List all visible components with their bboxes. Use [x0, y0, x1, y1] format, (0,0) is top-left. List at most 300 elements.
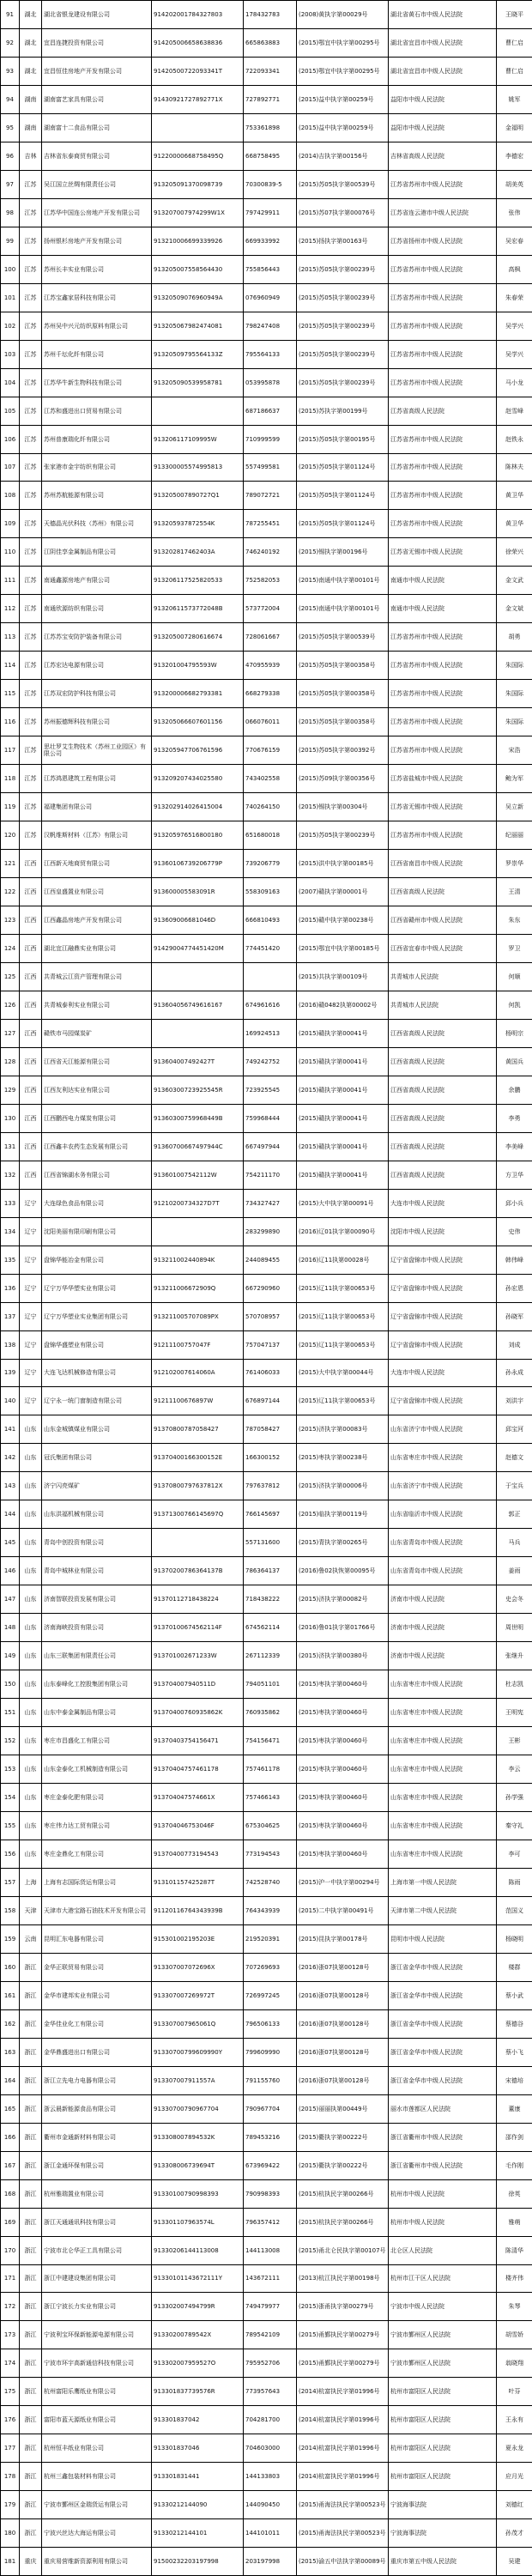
case-number: (2015)枣执字第00460号	[297, 1840, 389, 1868]
case-number: (2015)苏05执字第00239号	[297, 283, 389, 312]
table-row	[1, 1727, 532, 1755]
credit-code: 913300005574995813	[152, 453, 244, 482]
credit-code: 913206117525820533	[152, 567, 244, 595]
credit-code: 913205091370098739	[152, 170, 244, 198]
table-row	[1, 1274, 532, 1302]
credit-code: 91430921727892771X	[152, 85, 244, 113]
legal-representative: 黄国兵	[497, 1047, 532, 1076]
legal-representative: 朱国际	[497, 652, 532, 680]
org-code: 203197998	[244, 2548, 297, 2576]
org-code: 734327427	[244, 1189, 297, 1217]
row-number: 96	[1, 142, 20, 170]
company-name: 江苏鸿恩建筑工程有限公司	[42, 765, 152, 793]
legal-representative: 金文斌	[497, 595, 532, 623]
table-row	[1, 1953, 532, 1981]
legal-representative: 朱国际	[497, 708, 532, 736]
row-number: 181	[1, 2548, 20, 2576]
company-name: 辽宁万华华塑实业有限公司	[42, 1274, 152, 1302]
case-number: (2015)甬北仑民执字第00107号	[297, 2236, 389, 2264]
case-number: (2014)杭富执民字第01996号	[297, 2378, 389, 2406]
company-name: 共青城泰利实业有限公司	[42, 991, 152, 1019]
org-code: 757461178	[244, 1755, 297, 1784]
credit-code: 91370800787058427	[152, 1415, 244, 1444]
legal-representative: 孙晓军	[497, 1302, 532, 1330]
org-code: 766145697	[244, 1500, 297, 1529]
case-number: (2016)赣0482执第00002号	[297, 991, 389, 1019]
credit-code: 913601007542112W	[152, 1161, 244, 1189]
court-name: 江苏省无锡市中级人民法院	[389, 793, 497, 821]
credit-code: 91210200734327D7T	[152, 1189, 244, 1217]
table-row	[1, 1557, 532, 1585]
court-name: 益阳市中级人民法院	[389, 85, 497, 113]
credit-code: 91370400760935862K	[152, 1699, 244, 1727]
company-name: 江西鑫丰农药生态发展有限公司	[42, 1132, 152, 1161]
company-name: 南通欣源纺织有限公司	[42, 595, 152, 623]
credit-code: 913308006739694T	[152, 2151, 244, 2179]
company-name: 宜昌恒佳房地产开发有限公司	[42, 57, 152, 85]
table-row	[1, 453, 532, 482]
row-number: 155	[1, 1812, 20, 1840]
province: 江苏	[20, 793, 42, 821]
org-code: 283299890	[244, 1217, 297, 1246]
case-number: (2015)赣中执字第00238号	[297, 906, 389, 935]
legal-representative: 鲍为军	[497, 765, 532, 793]
table-row	[1, 2293, 532, 2321]
row-number: 156	[1, 1840, 20, 1868]
org-code: 674562114	[244, 1614, 297, 1642]
company-name: 宜昌连捷投资有限公司	[42, 28, 152, 57]
credit-code: 913307007072696X	[152, 1953, 244, 1981]
court-name: 大连市中级人民法院	[389, 1359, 497, 1387]
court-name: 江西省高级人民法院	[389, 878, 497, 906]
court-name: 共青城市人民法院	[389, 991, 497, 1019]
province: 湖南	[20, 113, 42, 142]
province: 辽宁	[20, 1302, 42, 1330]
province: 浙江	[20, 2293, 42, 2321]
credit-code: 913210006699339926	[152, 227, 244, 255]
company-name: 共青城云江资产管理有限公司	[42, 962, 152, 991]
court-name: 江苏省盐城市中级人民法院	[389, 765, 497, 793]
case-number: (2015)赣执字第00041号	[297, 1104, 389, 1132]
org-code: 676897144	[244, 1387, 297, 1415]
org-code: 244089455	[244, 1246, 297, 1274]
org-code: 178432783	[244, 1, 297, 29]
province: 湖北	[20, 1, 42, 29]
company-name: 浙江立先电力电器有限公司	[42, 2066, 152, 2094]
court-name: 江西省高级人民法院	[389, 1132, 497, 1161]
credit-code: 91360300723925545R	[152, 1076, 244, 1104]
table-row	[1, 1302, 532, 1330]
table-row	[1, 2548, 532, 2576]
province: 江西	[20, 991, 42, 1019]
legal-representative: 刘德红	[497, 2491, 532, 2519]
court-name: 山东省枣庄市中级人民法院	[389, 1727, 497, 1755]
legal-representative: 徐英	[497, 2179, 532, 2208]
org-code: 796506133	[244, 2009, 297, 2038]
company-name: 金华正联贸易有限公司	[42, 1953, 152, 1981]
org-code: 166300152	[244, 1444, 297, 1472]
org-code: 787255451	[244, 510, 297, 538]
credit-code: 913205976516800180	[152, 821, 244, 850]
table-row	[1, 2321, 532, 2349]
case-number: (2015)杭执民字第00266号	[297, 2208, 389, 2236]
credit-code: 913205947706761596	[152, 736, 244, 765]
credit-code: 91220000668758495Q	[152, 142, 244, 170]
row-number: 97	[1, 170, 20, 198]
table-row	[1, 962, 532, 991]
company-name: 汉帆维斯材料（江苏）有限公司	[42, 821, 152, 850]
row-number: 112	[1, 595, 20, 623]
credit-code: 913308007894532K	[152, 2123, 244, 2151]
table-row	[1, 623, 532, 652]
org-code: 770676159	[244, 736, 297, 765]
case-number: (2015)赣执字第00041号	[297, 1161, 389, 1189]
org-code: 742528740	[244, 1868, 297, 1896]
row-number: 169	[1, 2208, 20, 2236]
credit-code: 913205067982474081	[152, 312, 244, 340]
credit-code: 913307007269972T	[152, 1981, 244, 2009]
case-number: (2015)苏05执字第00539号	[297, 623, 389, 652]
row-number: 168	[1, 2179, 20, 2208]
court-name: 济南市中级人民法院	[389, 1585, 497, 1614]
table-row	[1, 1812, 532, 1840]
row-number: 152	[1, 1727, 20, 1755]
legal-representative: 蔡小武	[497, 1981, 532, 2009]
org-code: 797637812	[244, 1472, 297, 1500]
table-row	[1, 595, 532, 623]
company-name: 浙江金通环保有限公司	[42, 2151, 152, 2179]
org-code: 667497944	[244, 1132, 297, 1161]
credit-code: 913301837046	[152, 2434, 244, 2463]
company-name: 浙云晨新能源食品有限公司	[42, 2094, 152, 2123]
row-number: 167	[1, 2151, 20, 2179]
row-number: 95	[1, 113, 20, 142]
case-number: (2015)杭执民字第00266号	[297, 2179, 389, 2208]
legal-representative: 罗卫	[497, 934, 532, 962]
table-row	[1, 2264, 532, 2293]
row-number: 92	[1, 28, 20, 57]
credit-code: 91330700799609990Y	[152, 2038, 244, 2066]
company-name: 衢州市金通新材料有限公司	[42, 2123, 152, 2151]
table-row	[1, 1047, 532, 1076]
legal-representative: 刘成	[497, 1330, 532, 1359]
legal-representative: 纪丽丽	[497, 821, 532, 850]
court-name: 浙江省金华市中级人民法院	[389, 1953, 497, 1981]
case-number: (2014)吉执字第00156号	[297, 142, 389, 170]
company-name: 吴江国立丝绸有限责任公司	[42, 170, 152, 198]
table-body	[1, 1, 532, 2576]
credit-code: 91320509795564133Z	[152, 340, 244, 368]
org-code: 144113008	[244, 2236, 297, 2264]
company-name: 张家港市金宇纺织有限公司	[42, 453, 152, 482]
case-number: (2015)赣执字第00041号	[297, 1132, 389, 1161]
court-name: 江西省高级人民法院	[389, 1019, 497, 1047]
credit-code	[152, 1217, 244, 1246]
province: 江苏	[20, 227, 42, 255]
org-code: 752582053	[244, 567, 297, 595]
table-row	[1, 2094, 532, 2123]
court-name: 山东省枣庄市中级人民法院	[389, 1784, 497, 1812]
credit-code: 91360700667497944C	[152, 1132, 244, 1161]
row-number: 174	[1, 2349, 20, 2378]
credit-code: 91360106739206779P	[152, 850, 244, 878]
court-name: 杭州市富阳区人民法院	[389, 2406, 497, 2434]
case-number: (2015)苏07执字第00076号	[297, 198, 389, 227]
province: 江苏	[20, 510, 42, 538]
province: 江苏	[20, 312, 42, 340]
row-number: 113	[1, 623, 20, 652]
legal-representative: 金文武	[497, 567, 532, 595]
company-name: 天德晶光伏科技（苏州）有限公司	[42, 510, 152, 538]
row-number: 145	[1, 1529, 20, 1557]
legal-representative: 胡雪娇	[497, 2321, 532, 2349]
table-row	[1, 397, 532, 425]
credit-code: 91330212144090	[152, 2491, 244, 2519]
legal-representative: 雅萌	[497, 2208, 532, 2236]
org-code: 796357412	[244, 2208, 297, 2236]
org-code: 723925545	[244, 1076, 297, 1104]
row-number: 143	[1, 1472, 20, 1500]
legal-representative: 吴建	[497, 2548, 532, 2576]
case-number: (2015)辽11执字第00653号	[297, 1387, 389, 1415]
row-number: 164	[1, 2066, 20, 2094]
row-number: 101	[1, 283, 20, 312]
company-name: 江苏华中国连公房地产开发有限公司	[42, 198, 152, 227]
case-number: (2007)赣执字第00001号	[297, 878, 389, 906]
company-name: 昆明汇东电器有限公司	[42, 1924, 152, 1953]
case-number: (2015)苏05执字第00358号	[297, 680, 389, 708]
case-number: (2016)浙07执第00128号	[297, 2038, 389, 2066]
table-row	[1, 821, 532, 850]
province: 山东	[20, 1784, 42, 1812]
province: 湖南	[20, 85, 42, 113]
company-name: 山东洪福机械有限公司	[42, 1500, 152, 1529]
case-number: (2016)鲁02执恢第00095号	[297, 1557, 389, 1585]
company-name: 大连绿色食品有限公司	[42, 1189, 152, 1217]
credit-code: 91370800797637812X	[152, 1472, 244, 1500]
row-number: 144	[1, 1500, 20, 1529]
org-code: 754156471	[244, 1727, 297, 1755]
org-code: 675304625	[244, 1812, 297, 1840]
case-number: (2015)鄂宜中执字第00185号	[297, 934, 389, 962]
court-name: 辽宁省盘锦市中级人民法院	[389, 1330, 497, 1359]
credit-code: 91370112718438224	[152, 1585, 244, 1614]
province: 辽宁	[20, 1387, 42, 1415]
table-row	[1, 2349, 532, 2378]
org-code: 786364137	[244, 1557, 297, 1585]
credit-code: 913704007940511D	[152, 1670, 244, 1699]
court-name: 江西省高级人民法院	[389, 1104, 497, 1132]
org-code: 669933992	[244, 227, 297, 255]
company-name: 宁波市鄞州区金瑞货运有限公司	[42, 2491, 152, 2519]
row-number: 160	[1, 1953, 20, 1981]
case-number: (2015)大中执字第00044号	[297, 1359, 389, 1387]
company-name: 江西友利达实业有限公司	[42, 1076, 152, 1104]
row-number: 172	[1, 2293, 20, 2321]
case-number: (2015)甬海法执民字第00523号	[297, 2519, 389, 2548]
legal-representative: 高枫	[497, 255, 532, 283]
table-row	[1, 283, 532, 312]
table-row	[1, 1896, 532, 1924]
org-code: 753361898	[244, 113, 297, 142]
credit-code: 91360300759968449B	[152, 1104, 244, 1132]
province: 山东	[20, 1699, 42, 1727]
table-row	[1, 736, 532, 765]
company-name: 江苏双宏防护科技有限公司	[42, 680, 152, 708]
credit-code: 91370400773194543	[152, 1840, 244, 1868]
table-row	[1, 991, 532, 1019]
legal-representative: 邵作剑	[497, 2123, 532, 2151]
row-number: 103	[1, 340, 20, 368]
company-name: 沈阳美丽有限印刷有限公司	[42, 1217, 152, 1246]
province: 吉林	[20, 142, 42, 170]
org-code: 728061667	[244, 623, 297, 652]
province: 江苏	[20, 170, 42, 198]
org-code: 791155760	[244, 2066, 297, 2094]
row-number: 107	[1, 453, 20, 482]
row-number: 130	[1, 1104, 20, 1132]
case-number: (2015)枣执字第00460号	[297, 1784, 389, 1812]
court-name: 杭州市中级人民法院	[389, 2179, 497, 2208]
org-code: 789072721	[244, 482, 297, 510]
credit-code: 913307007911557A	[152, 2066, 244, 2094]
legal-representative: 朱国际	[497, 680, 532, 708]
legal-representative: 赵铁永	[497, 425, 532, 453]
company-name: 天津市大港宝路石油技术开发有限公司	[42, 1896, 152, 1924]
case-number: (2015)益中执字第00259号	[297, 85, 389, 113]
row-number: 153	[1, 1755, 20, 1784]
company-name: 江苏宝鑫家居科技有限公司	[42, 283, 152, 312]
company-name: 苏州吴中兴元纺织原料有限公司	[42, 312, 152, 340]
legal-representative: 胡勇	[497, 623, 532, 652]
court-name: 沈阳市中级人民法院	[389, 1217, 497, 1246]
credit-code: 91330200789542X	[152, 2321, 244, 2349]
table-row	[1, 1529, 532, 1557]
company-name: 杭州雅瑞置业有限公司	[42, 2179, 152, 2208]
row-number: 179	[1, 2491, 20, 2519]
credit-code: 913211002440894K	[152, 1246, 244, 1274]
court-name: 杭州市富阳区人民法院	[389, 2434, 497, 2463]
table-row	[1, 1699, 532, 1727]
province: 江苏	[20, 368, 42, 397]
table-row	[1, 2123, 532, 2151]
org-code: 053995878	[244, 368, 297, 397]
table-row	[1, 1217, 532, 1246]
legal-representative: 李勇	[497, 1104, 532, 1132]
company-name: 枣庄市昌盛化工有限公司	[42, 1727, 152, 1755]
court-name: 宁波市鄞州区人民法院	[389, 2321, 497, 2349]
credit-code: 913205007280616674	[152, 623, 244, 652]
table-row	[1, 255, 532, 283]
table-row	[1, 510, 532, 538]
legal-representative: 范国义	[497, 1896, 532, 1924]
case-number: (2015)辽11执字第00653号	[297, 1274, 389, 1302]
table-row	[1, 1019, 532, 1047]
table-row	[1, 1670, 532, 1699]
org-code: 773957643	[244, 2378, 297, 2406]
legal-representative: 罗崇华	[497, 850, 532, 878]
court-name: 江苏省苏州市中级人民法院	[389, 736, 497, 765]
legal-representative: 郭正	[497, 1500, 532, 1529]
legal-representative: 李云	[497, 1755, 532, 1784]
credit-code: 91330100790998393	[152, 2179, 244, 2208]
court-name: 济南市中级人民法院	[389, 1614, 497, 1642]
case-number: (2015)苏执字第00199号	[297, 397, 389, 425]
court-name: 江苏省高级人民法院	[389, 397, 497, 425]
table-row	[1, 1104, 532, 1132]
province: 山东	[20, 1529, 42, 1557]
table-row	[1, 567, 532, 595]
province: 江西	[20, 1132, 42, 1161]
province: 江苏	[20, 198, 42, 227]
table-row	[1, 1924, 532, 1953]
company-name: 山东金城镇煤业有限公司	[42, 1415, 152, 1444]
case-number: (2015)青执字第00265号	[297, 1529, 389, 1557]
legal-representative: 胡美英	[497, 170, 532, 198]
credit-code: 91330212144101	[152, 2519, 244, 2548]
case-number: (2015)苏05执字第01124号	[297, 510, 389, 538]
org-code: 674961616	[244, 991, 297, 1019]
credit-code: 913205090539958781	[152, 368, 244, 397]
court-name: 江苏省连云港市中级人民法院	[389, 198, 497, 227]
province: 山东	[20, 1614, 42, 1642]
org-code: 757047137	[244, 1330, 297, 1359]
legal-representative: 朱春荣	[497, 283, 532, 312]
row-number: 91	[1, 1, 20, 29]
row-number: 105	[1, 397, 20, 425]
table-row	[1, 2406, 532, 2434]
company-name: 辽宁永一统门窗制造有限公司	[42, 1387, 152, 1415]
legal-representative: 李美峰	[497, 1132, 532, 1161]
row-number: 135	[1, 1246, 20, 1274]
row-number: 136	[1, 1274, 20, 1302]
credit-code: 915301002195203E	[152, 1924, 244, 1953]
org-code: 799609990	[244, 2038, 297, 2066]
company-name: 浙江中建建设集团有限公司	[42, 2264, 152, 2293]
org-code: 755856443	[244, 255, 297, 283]
case-number: (2015)临执字第00119号	[297, 1500, 389, 1529]
row-number: 111	[1, 567, 20, 595]
case-number: (2015)锡执字第00304号	[297, 793, 389, 821]
case-number: (2016)辽11执第00028号	[297, 1246, 389, 1274]
table-row	[1, 680, 532, 708]
case-number: (2016)浙07执第00128号	[297, 2009, 389, 2038]
court-name: 江西省高级人民法院	[389, 1076, 497, 1104]
table-row	[1, 1, 532, 29]
legal-representative: 黄卫华	[497, 510, 532, 538]
case-number: (2008)黄执字第00029号	[297, 1, 389, 29]
province: 辽宁	[20, 1189, 42, 1217]
legal-representative: 孙茂才	[497, 2519, 532, 2548]
legal-representative: 朱东	[497, 906, 532, 935]
credit-code	[152, 1019, 244, 1047]
company-name: 江苏宏达电源有限公司	[42, 652, 152, 680]
case-number: (2016)浙07执第00128号	[297, 1981, 389, 2009]
credit-code: 913202817462403A	[152, 538, 244, 567]
legal-representative: 徐荣兴	[497, 538, 532, 567]
case-number: (2015)丽丽执第00449号	[297, 2094, 389, 2123]
org-code: 143672111	[244, 2264, 297, 2293]
row-number: 108	[1, 482, 20, 510]
table-row	[1, 1784, 532, 1812]
table-row	[1, 1755, 532, 1784]
table-row	[1, 1161, 532, 1189]
org-code: 557131600	[244, 1529, 297, 1557]
legal-representative: 杨明宗	[497, 1019, 532, 1047]
table-row	[1, 57, 532, 85]
legal-representative: 孙永成	[497, 1359, 532, 1387]
org-code: 710999599	[244, 425, 297, 453]
